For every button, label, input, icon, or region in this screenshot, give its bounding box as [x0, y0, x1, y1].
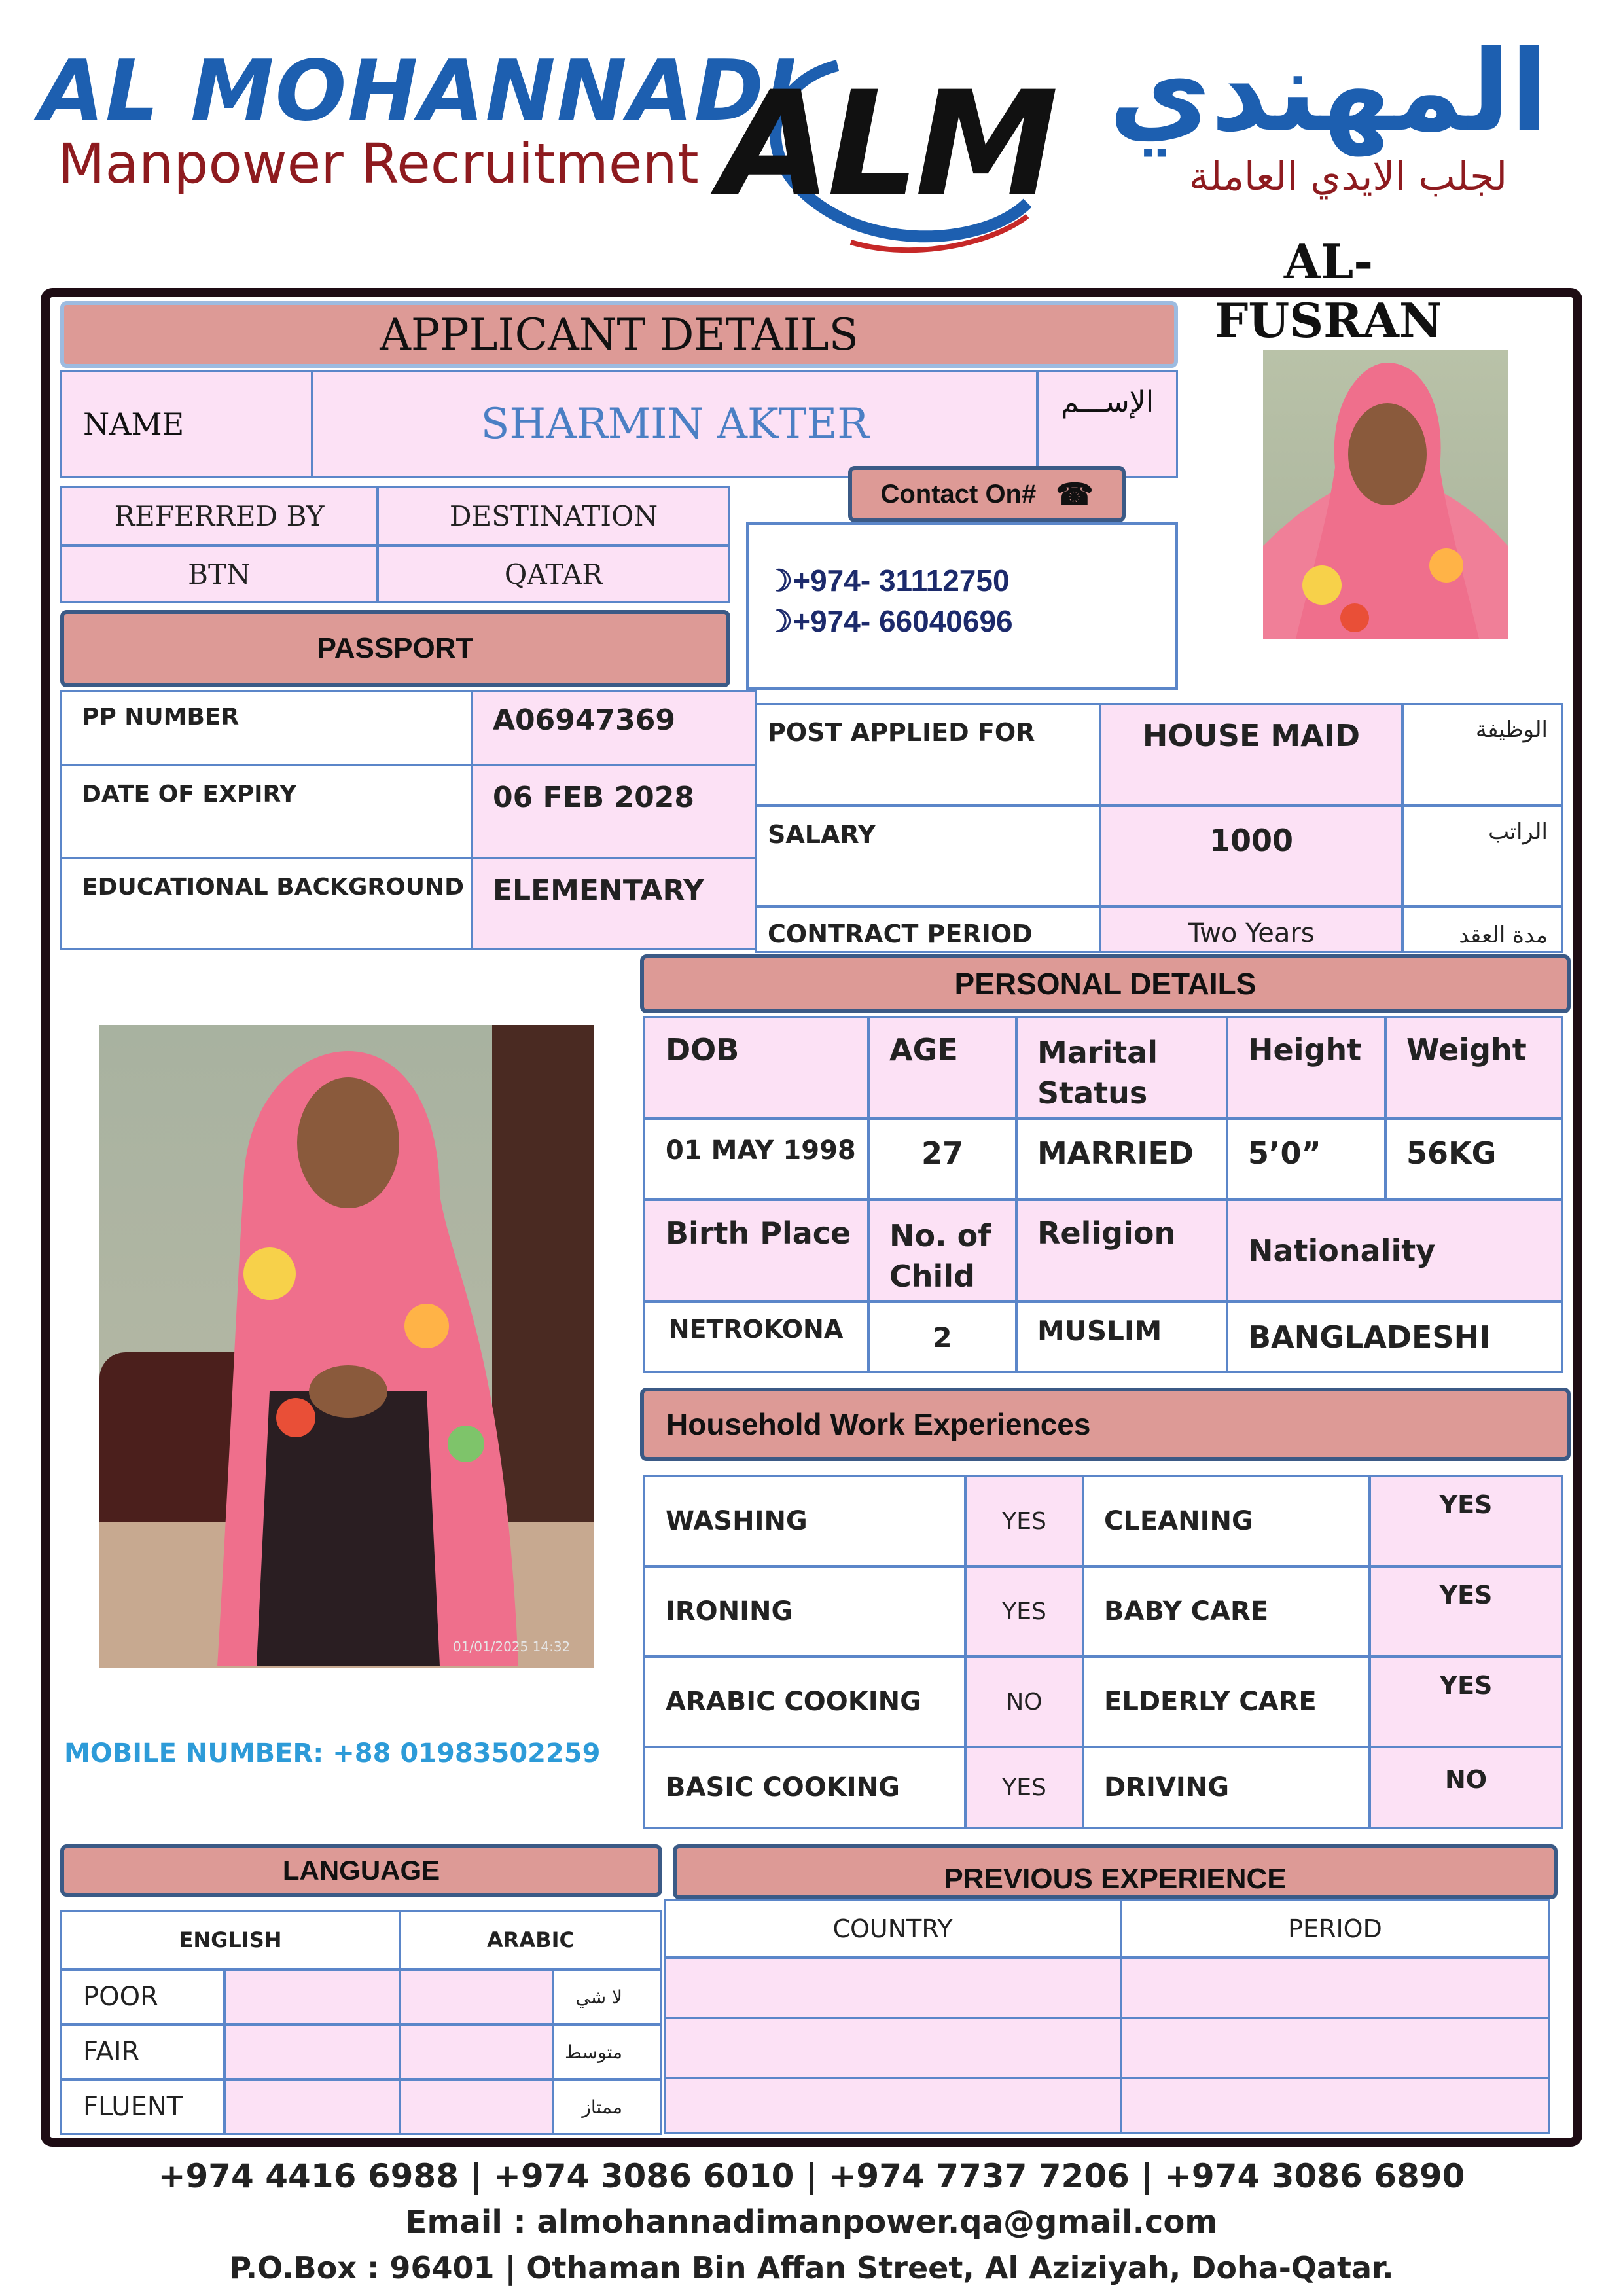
alm-logo-text: ALM: [720, 60, 1055, 228]
language-level-fluent-ar: ممتاز: [552, 2079, 662, 2135]
dob-header: DOB: [643, 1016, 869, 1119]
language-level-fluent: FLUENT: [60, 2079, 225, 2135]
language-level-poor: POOR: [60, 1969, 225, 2025]
children-header: No. of Child: [868, 1199, 1017, 1302]
applicant-full-photo: [99, 1025, 594, 1668]
cleaning-value: YES: [1369, 1475, 1563, 1567]
branch-name: AL-FUSRAN: [1215, 234, 1442, 348]
applicant-details-header: APPLICANT DETAILS: [60, 301, 1178, 368]
contact-title: Contact On#: [880, 479, 1037, 509]
pp-number-label: PP NUMBER: [60, 690, 473, 766]
name-label-ar: الإســـم: [1037, 370, 1178, 478]
elderly-care-value: YES: [1369, 1656, 1563, 1748]
brand-subtitle-en: Manpower Recruitment: [58, 132, 699, 196]
brand-subtitle-ar: لجلب الايدي العاملة: [1188, 154, 1508, 200]
marital-status-header: Marital Status: [1016, 1016, 1228, 1119]
baby-care-value: YES: [1369, 1566, 1563, 1657]
weight-header: Weight: [1385, 1016, 1563, 1119]
language-level-poor-ar: لا شي: [552, 1969, 662, 2025]
religion-header: Religion: [1016, 1199, 1228, 1302]
contract-period-label: CONTRACT PERIOD: [755, 906, 1101, 953]
previous-country-cell-3[interactable]: [664, 2077, 1122, 2134]
personal-details-header: PERSONAL DETAILS: [640, 954, 1571, 1013]
nationality-header: Nationality: [1226, 1199, 1563, 1302]
destination-label: DESTINATION: [377, 486, 730, 546]
applicant-portrait-photo: [1263, 350, 1508, 639]
footer-address: P.O.Box : 96401 | Othaman Bin Affan Street, Al Aziziyah, Doha-Qatar.: [229, 2250, 1394, 2286]
height-value: 5’0”: [1226, 1118, 1386, 1200]
previous-country-cell-2[interactable]: [664, 2017, 1122, 2079]
salary-label: SALARY: [755, 805, 1101, 907]
english-poor-cell[interactable]: [224, 1969, 401, 2025]
post-applied-label-ar: الوظيفة: [1402, 703, 1563, 806]
basic-cooking-label: BASIC COOKING: [643, 1746, 966, 1829]
previous-col-country: COUNTRY: [664, 1899, 1122, 1958]
marital-status-value: MARRIED: [1016, 1118, 1228, 1200]
english-fluent-cell[interactable]: [224, 2079, 401, 2135]
applicant-name: SHARMIN AKTER: [312, 370, 1038, 478]
photo-timestamp: 01/01/2025 14:32: [453, 1639, 571, 1655]
post-applied-label: POST APPLIED FOR: [755, 703, 1101, 806]
previous-period-cell-2[interactable]: [1120, 2017, 1550, 2079]
education-label: EDUCATIONAL BACKGROUND: [60, 857, 473, 950]
expiry-label: DATE OF EXPIRY: [60, 764, 473, 859]
previous-period-cell-3[interactable]: [1120, 2077, 1550, 2134]
arabic-cooking-label: ARABIC COOKING: [643, 1656, 966, 1748]
salary-value: 1000: [1099, 805, 1403, 907]
height-header: Height: [1226, 1016, 1386, 1119]
washing-value: YES: [965, 1475, 1084, 1567]
contract-period-label-ar: مدة العقد: [1402, 906, 1563, 953]
contact-number-2: ☽+974- 66040696: [766, 604, 1013, 638]
footer-phones: +974 4416 6988 | +974 3086 6010 | +974 7737 7206 | +974 3086 6890: [158, 2157, 1465, 2195]
telephone-icon: ☎: [1056, 477, 1094, 511]
cleaning-label: CLEANING: [1082, 1475, 1370, 1567]
age-value: 27: [868, 1118, 1017, 1200]
driving-label: DRIVING: [1082, 1746, 1370, 1829]
pp-number-value: A06947369: [471, 690, 757, 766]
language-header: LANGUAGE: [60, 1844, 662, 1897]
expiry-value: 06 FEB 2028: [471, 764, 757, 859]
ironing-label: IRONING: [643, 1566, 966, 1657]
english-fair-cell[interactable]: [224, 2024, 401, 2080]
language-level-fair-ar: متوسط: [552, 2024, 662, 2080]
previous-col-period: PERIOD: [1120, 1899, 1550, 1958]
religion-value: MUSLIM: [1016, 1301, 1228, 1373]
driving-value: NO: [1369, 1746, 1563, 1829]
referred-by-label: REFERRED BY: [60, 486, 378, 546]
arabic-cooking-value: NO: [965, 1656, 1084, 1748]
salary-label-ar: الراتب: [1402, 805, 1563, 907]
elderly-care-label: ELDERLY CARE: [1082, 1656, 1370, 1748]
nationality-value: BANGLADESHI: [1226, 1301, 1563, 1373]
language-level-fair: FAIR: [60, 2024, 225, 2080]
age-header: AGE: [868, 1016, 1017, 1119]
baby-care-label: BABY CARE: [1082, 1566, 1370, 1657]
name-label: NAME: [60, 370, 313, 478]
contract-period-value: Two Years: [1099, 906, 1403, 953]
birth-place-header: Birth Place: [643, 1199, 869, 1302]
previous-period-cell-1[interactable]: [1120, 1957, 1550, 2018]
contact-number-1: ☽+974- 31112750: [766, 564, 1010, 598]
brand-name-en: AL MOHANNADI: [39, 43, 798, 140]
basic-cooking-value: YES: [965, 1746, 1084, 1829]
education-value: ELEMENTARY: [471, 857, 757, 950]
destination-value: QATAR: [377, 545, 730, 603]
referred-by-value: BTN: [60, 545, 378, 603]
previous-country-cell-1[interactable]: [664, 1957, 1122, 2018]
post-applied-value: HOUSE MAID: [1099, 703, 1403, 806]
arabic-poor-cell[interactable]: [399, 1969, 554, 2025]
language-col-arabic: ARABIC: [399, 1910, 662, 1970]
dob-value: 01 MAY 1998: [643, 1118, 869, 1200]
children-value: 2: [868, 1301, 1017, 1373]
passport-header: PASSPORT: [60, 610, 730, 687]
arabic-fair-cell[interactable]: [399, 2024, 554, 2080]
arabic-fluent-cell[interactable]: [399, 2079, 554, 2135]
washing-label: WASHING: [643, 1475, 966, 1567]
brand-name-ar: المهندي: [1109, 27, 1548, 156]
weight-value: 56KG: [1385, 1118, 1563, 1200]
birth-place-value: NETROKONA: [643, 1301, 869, 1373]
ironing-value: YES: [965, 1566, 1084, 1657]
language-col-english: ENGLISH: [60, 1910, 401, 1970]
footer-email: Email : almohannadimanpower.qa@gmail.com: [405, 2204, 1218, 2240]
contact-header: [848, 466, 1126, 522]
previous-experience-header: PREVIOUS EXPERIENCE: [673, 1844, 1558, 1899]
household-header: Household Work Experiences: [640, 1388, 1571, 1461]
mobile-number: MOBILE NUMBER: +88 01983502259: [64, 1738, 601, 1768]
